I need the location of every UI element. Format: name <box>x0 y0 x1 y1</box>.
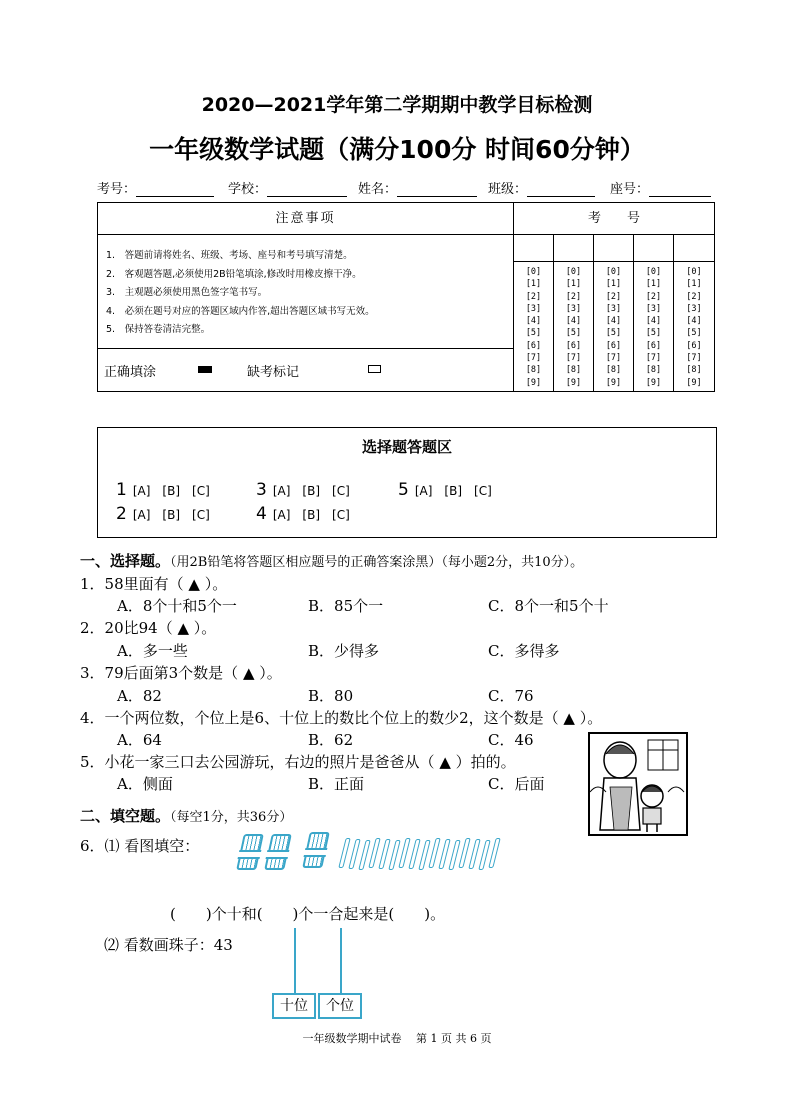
digit-option[interactable]: [1] <box>605 279 622 290</box>
exam-title: 2020—2021学年第二学期期中教学目标检测 <box>201 94 593 116</box>
digit-option[interactable]: [4] <box>565 316 582 327</box>
q2-option-c: C．多得多 <box>488 642 560 660</box>
digit-option[interactable]: [4] <box>686 316 702 327</box>
digit-option[interactable]: [7] <box>565 353 582 364</box>
q5-option-a: A．侧面 <box>117 775 173 793</box>
digit-option[interactable]: [8] <box>565 365 582 376</box>
digit-option[interactable]: [8] <box>645 365 662 376</box>
notice-item: 2. 客观题答题,必须使用2B铅笔填涂,修改时用橡皮擦干净。 <box>106 268 362 280</box>
stick-bundle <box>302 832 330 868</box>
digit-option[interactable]: [4] <box>525 316 542 327</box>
digit-options[interactable] <box>554 262 593 389</box>
digit-option[interactable]: [6] <box>565 340 582 351</box>
answer-row-1[interactable]: 1 [A] [B] [C] <box>116 480 210 500</box>
answer-area <box>97 427 717 538</box>
q2-option-b: B．少得多 <box>308 642 380 660</box>
digit-option[interactable]: [6] <box>645 340 662 351</box>
answer-row-2[interactable]: 2 [A] [B] [C] <box>116 504 210 524</box>
digit-option[interactable]: [6] <box>525 340 542 351</box>
exam-number-title: 考 号 <box>514 203 714 235</box>
stick-bundle <box>236 834 264 870</box>
notice-item: 1. 答题前请将姓名、班级、考场、座号和考号填写清楚。 <box>106 250 353 261</box>
digit-option[interactable]: [2] <box>525 291 542 302</box>
digit-option[interactable]: [3] <box>686 303 702 314</box>
digit-option[interactable]: [0] <box>565 267 582 277</box>
digit-option[interactable]: [2] <box>605 291 622 302</box>
digit-option[interactable]: [9] <box>565 377 582 388</box>
stick-bundle <box>264 834 292 870</box>
single-stick <box>488 838 500 868</box>
answer-row-3[interactable]: 3 [A] [B] [C] <box>256 480 350 500</box>
digit-option[interactable]: [0] <box>645 267 662 277</box>
q5-option-b: B．正面 <box>308 775 365 793</box>
digit-option[interactable]: [1] <box>645 279 662 290</box>
notice-box <box>97 202 715 392</box>
digit-option[interactable]: [8] <box>686 365 702 376</box>
abacus-rod-tens[interactable] <box>294 928 296 994</box>
exam-digit-column[interactable] <box>514 235 554 391</box>
question-2: 2．20比94（ ▲ ）。 <box>80 619 217 637</box>
q3-option-a: A．82 <box>117 687 162 705</box>
question-5: 5．小花一家三口去公园游玩，右边的照片是爸爸从（ ▲ ）拍的。 <box>80 753 516 771</box>
digit-option[interactable]: [6] <box>605 340 622 351</box>
answer-row-5[interactable]: 5 [A] [B] [C] <box>398 480 492 500</box>
question-6-1: 6．⑴ 看图填空： <box>80 837 200 855</box>
digit-option[interactable]: [7] <box>605 353 622 364</box>
digit-option[interactable]: [9] <box>686 377 702 388</box>
exam-digit-column[interactable] <box>594 235 634 391</box>
notice-item: 5. 保持答卷清洁完整。 <box>106 324 211 335</box>
q1-option-c: C．8个一和5个十 <box>488 597 609 615</box>
digit-option[interactable]: [5] <box>525 328 542 339</box>
digit-option[interactable]: [9] <box>525 377 542 388</box>
field-school[interactable]: 学校： <box>228 178 347 197</box>
answer-row-4[interactable]: 4 [A] [B] [C] <box>256 504 350 524</box>
tens-place-label: 十位 <box>272 993 316 1019</box>
digit-option[interactable]: [1] <box>565 279 582 290</box>
correct-fill-sample <box>198 366 212 373</box>
digit-option[interactable]: [9] <box>605 377 622 388</box>
digit-options[interactable] <box>634 262 673 389</box>
question-6-2: ⑵ 看数画珠子：43 <box>104 936 233 954</box>
q3-option-c: C．76 <box>488 687 534 705</box>
field-class[interactable]: 班级： <box>488 178 595 197</box>
digit-option[interactable]: [7] <box>645 353 662 364</box>
absent-mark-label: 缺考标记 <box>247 365 300 380</box>
digit-options[interactable] <box>594 262 633 389</box>
notice-title: 注意事项 <box>98 203 514 235</box>
digit-option[interactable]: [5] <box>565 328 582 339</box>
digit-option[interactable]: [0] <box>686 267 702 277</box>
question-6-blanks: ( )个十和( )个一合起来是( )。 <box>170 905 446 923</box>
question-1: 1．58里面有（ ▲ ）。 <box>80 575 228 593</box>
digit-options[interactable] <box>674 262 714 389</box>
digit-option[interactable]: [0] <box>605 267 622 277</box>
field-seat[interactable]: 座号： <box>610 178 711 197</box>
field-name[interactable]: 姓名： <box>358 178 477 197</box>
digit-option[interactable]: [9] <box>645 377 662 388</box>
q1-option-a: A．8个十和5个一 <box>117 597 237 615</box>
digit-option[interactable]: [6] <box>686 340 702 351</box>
digit-option[interactable]: [5] <box>686 328 702 339</box>
digit-option[interactable]: [2] <box>686 291 702 302</box>
section2-heading: 二、填空题。（每空1分，共36分） <box>80 807 293 825</box>
field-exam-number[interactable]: 考号： <box>97 178 214 197</box>
page-footer: 一年级数学期中试卷 第 1 页 共 6 页 <box>302 1032 492 1045</box>
notice-item: 4. 必须在题号对应的答题区域内作答,超出答题区域书写无效。 <box>106 305 375 317</box>
digit-option[interactable]: [8] <box>605 365 622 376</box>
fill-legend <box>98 349 514 391</box>
q4-option-a: A．64 <box>117 731 162 749</box>
digit-option[interactable]: [1] <box>686 279 702 290</box>
digit-option[interactable]: [2] <box>645 291 662 302</box>
question-4: 4．一个两位数，个位上是6、十位上的数比个位上的数少2，这个数是（ ▲ ）。 <box>80 709 603 727</box>
digit-option[interactable]: [7] <box>686 353 702 364</box>
notice-item: 3. 主观题必须使用黑色签字笔书写。 <box>106 287 268 298</box>
exam-digit-column[interactable] <box>634 235 674 391</box>
q4-option-b: B．62 <box>308 731 354 749</box>
section1-heading: 一、选择题。（用2B铅笔将答题区相应题号的正确答案涂黑）（每小题2分，共10分）。 <box>80 552 584 570</box>
q5-option-c: C．后面 <box>488 775 545 793</box>
counting-sticks-illustration <box>236 830 506 874</box>
q2-option-a: A．多一些 <box>117 642 188 660</box>
notice-list <box>106 247 375 340</box>
exam-digit-column[interactable] <box>554 235 594 391</box>
q3-option-b: B．80 <box>308 687 354 705</box>
digit-option[interactable]: [3] <box>565 303 582 314</box>
exam-digit-column[interactable] <box>674 235 714 391</box>
answer-area-title: 选择题答题区 <box>361 438 452 456</box>
digit-option[interactable]: [7] <box>525 353 542 364</box>
digit-option[interactable]: [4] <box>645 316 662 327</box>
digit-option[interactable]: [4] <box>605 316 622 327</box>
digit-options[interactable] <box>514 262 553 389</box>
digit-option[interactable]: [3] <box>605 303 622 314</box>
absent-mark-box[interactable] <box>368 365 381 373</box>
correct-fill-label: 正确填涂 <box>104 365 157 380</box>
ones-place-label: 个位 <box>318 993 362 1019</box>
q4-option-c: C．46 <box>488 731 534 749</box>
abacus-rod-ones[interactable] <box>340 928 342 994</box>
digit-option[interactable]: [3] <box>645 303 662 314</box>
digit-option[interactable]: [2] <box>565 291 582 302</box>
digit-option[interactable]: [3] <box>525 303 542 314</box>
digit-option[interactable]: [1] <box>525 279 542 290</box>
question-3: 3．79后面第3个数是（ ▲ ）。 <box>80 664 282 682</box>
digit-option[interactable]: [5] <box>605 328 622 339</box>
digit-option[interactable]: [5] <box>645 328 662 339</box>
exam-subtitle: 一年级数学试题（满分100分 时间60分钟） <box>149 135 645 164</box>
family-photo-illustration <box>588 732 688 836</box>
q1-option-b: B．85个一 <box>308 597 384 615</box>
digit-option[interactable]: [8] <box>525 365 542 376</box>
digit-option[interactable]: [0] <box>525 267 542 277</box>
